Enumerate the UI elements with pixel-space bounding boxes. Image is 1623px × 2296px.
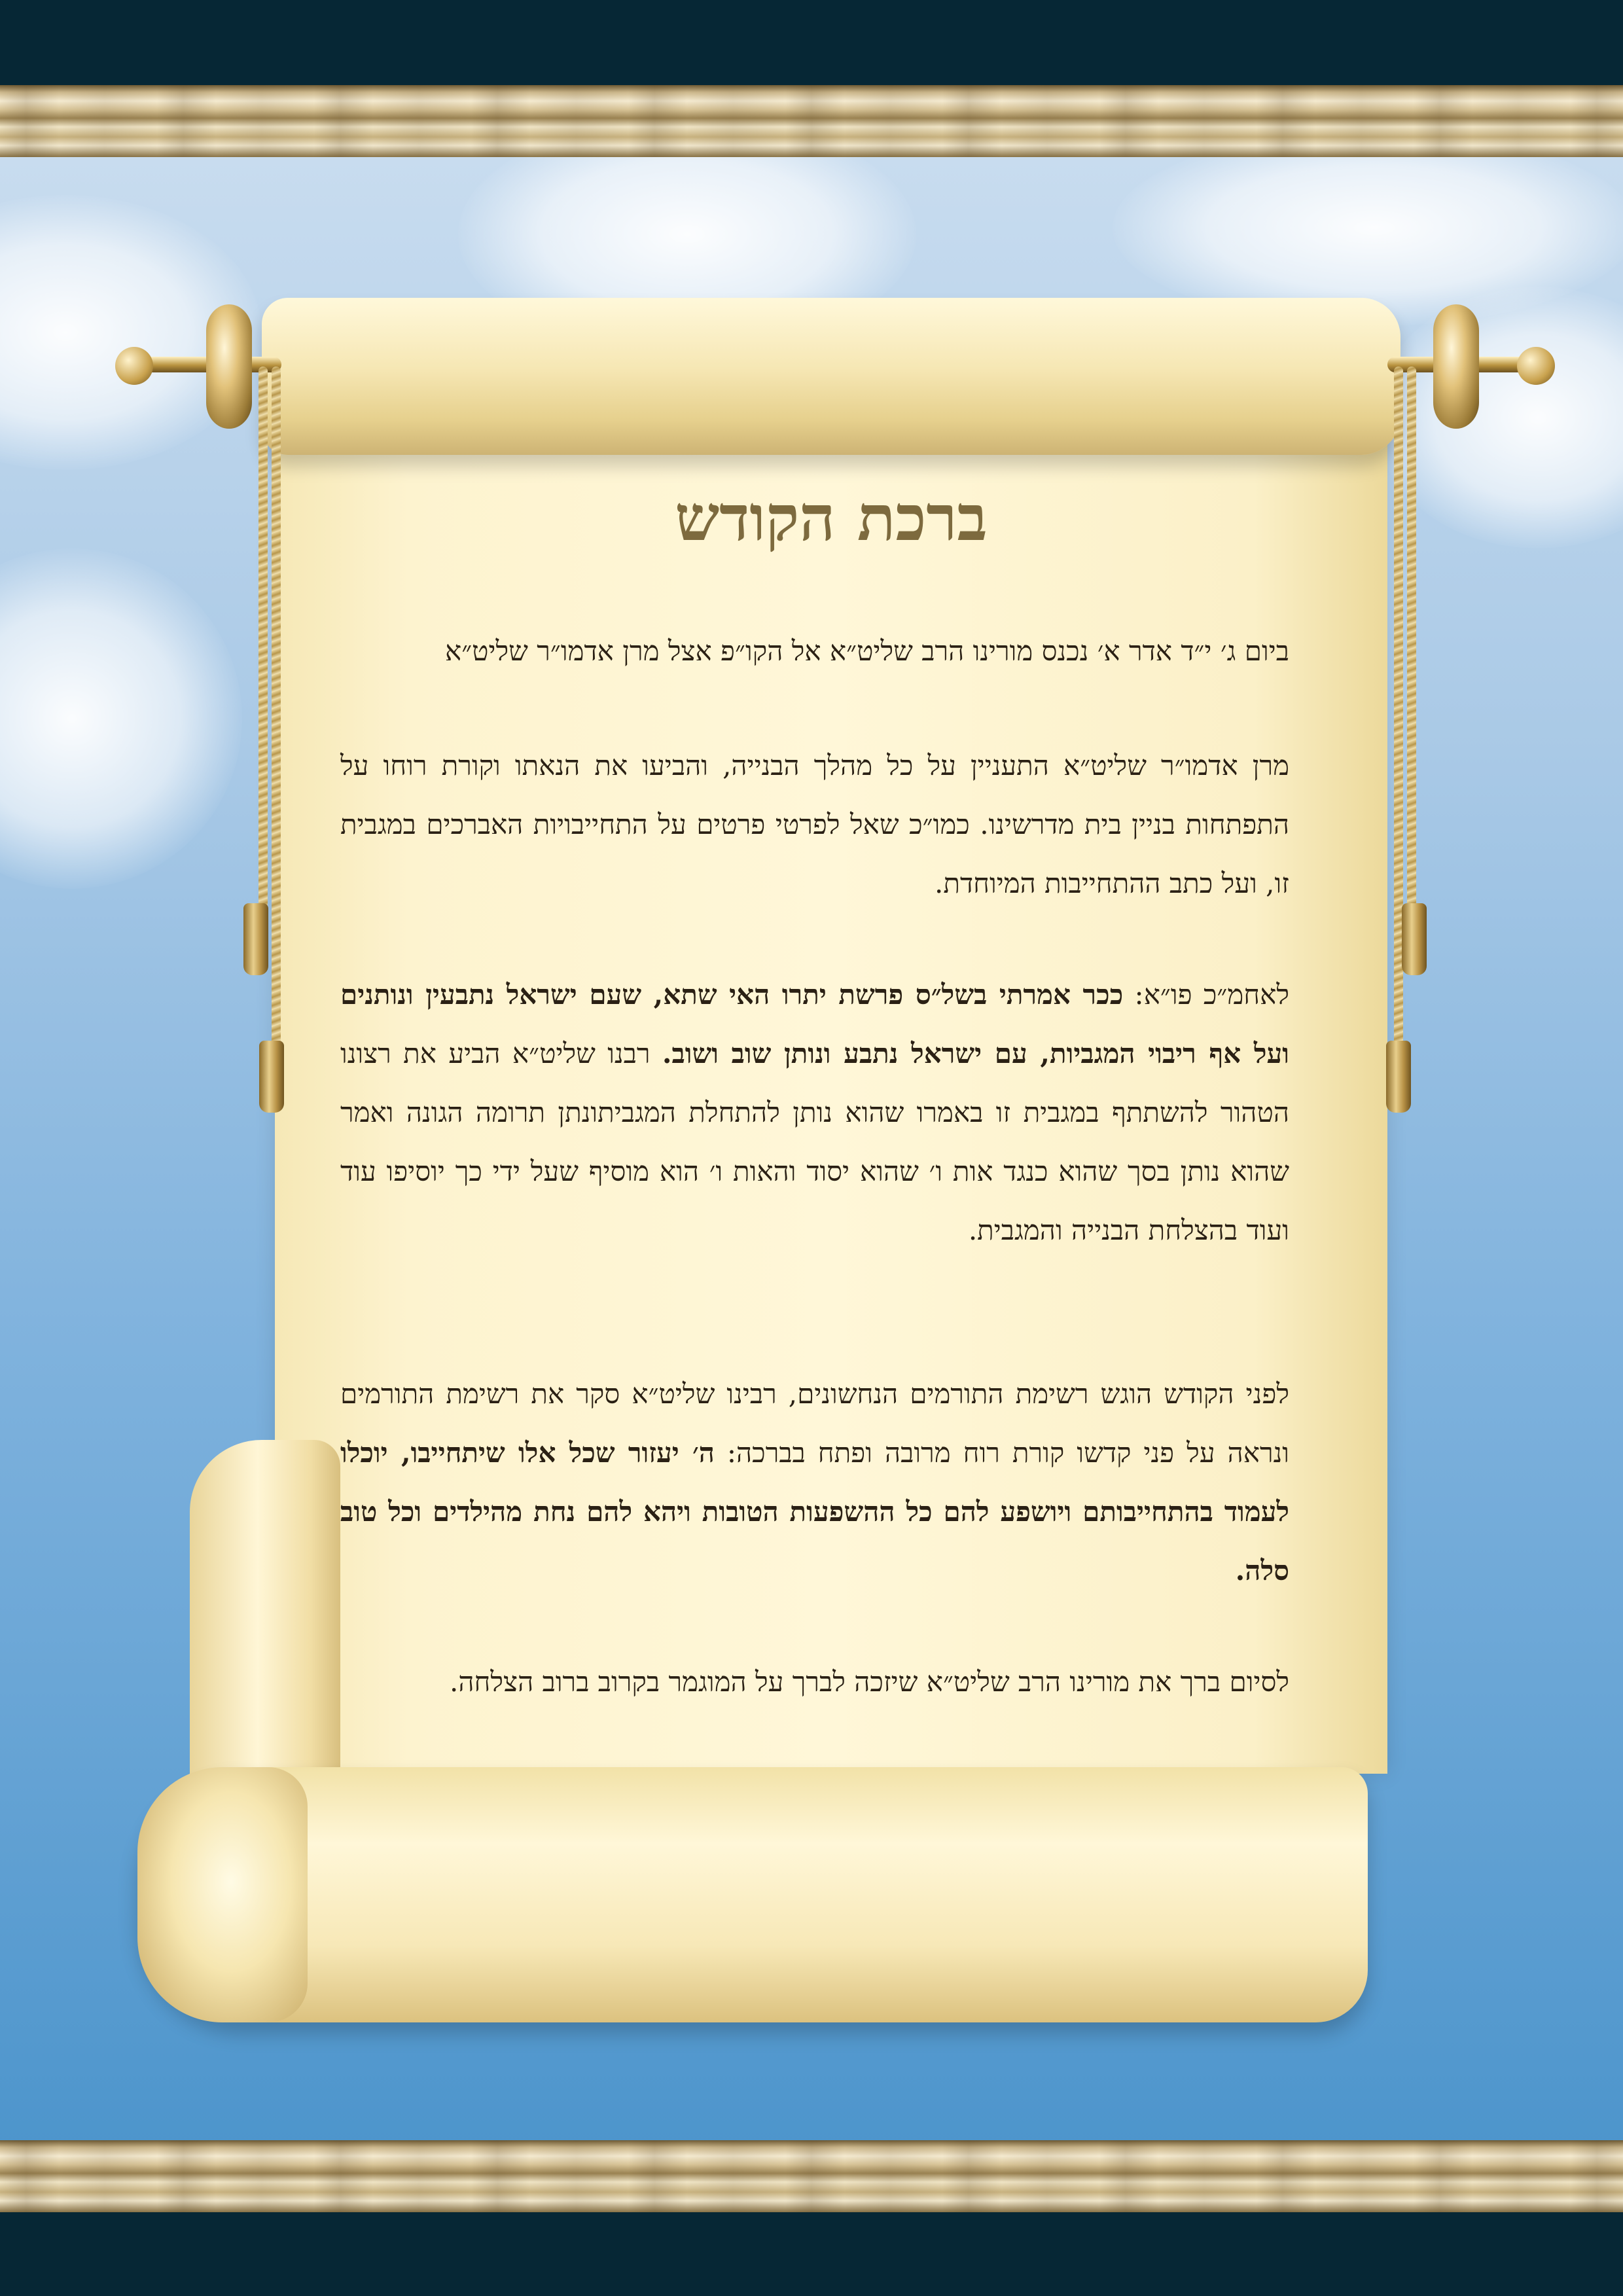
paragraph-closing — [340, 1653, 1289, 1712]
cord-right-1 — [1407, 367, 1416, 923]
top-band — [0, 0, 1623, 85]
paragraph-date-text: ביום ג׳ י״ד אדר א׳ נכנס מורינו הרב שליט״א אל הקו״פ אצל מרן אדמו״ר שליט״א — [444, 635, 1289, 667]
tassel-left-2 — [259, 1041, 284, 1113]
rod-right-knob — [1433, 304, 1479, 429]
paragraph-closing-text: לסיום ברך את מורינו הרב שליט״א שיזכה לברך על המוגמר בקרוב ברוב הצלחה. — [450, 1666, 1289, 1698]
cord-left-2 — [272, 367, 281, 1054]
scroll-bottom-roll — [137, 1767, 1368, 2022]
paragraph-visit — [340, 736, 1289, 913]
paragraph-blessing-quote: ככר אמרתי בשל״ס פרשת יתרו האי שתא, שעם ישראל נתבעין ונותנים ועל אף ריבוי המגביות, עם ישראל נתבע ונותן שוב ושוב. — [340, 978, 1290, 1069]
paragraph-blessing-intro: לאחמ״כ פו״א: — [1123, 978, 1289, 1011]
top-wood-rail — [0, 85, 1623, 157]
paragraph-donors-intro: לפני הקודש הוגש רשימת התורמים הנחשונים, רבינו שליט״א סקר את רשימת התורמים ונראה על פני קדשו קורת רוח מרובה ופתח בברכה: — [340, 1378, 1289, 1469]
paragraph-donors-blessing: ה׳ יעזור שכל אלו שיתחייבו, יוכלו לעמוד בהתחייבותם ויושפע להם כל ההשפעות הטובות ויהא להם נחת מהילדים וכל טוב סלה. — [340, 1437, 1289, 1587]
tassel-left-1 — [243, 903, 268, 975]
scroll-bottom-roll-end — [137, 1767, 308, 2022]
paragraph-blessing-rest: רבנו שליט״א הביע את רצונו הטהור להשתתף במגבית זו באמרו שהוא נותן להתחלת המגביתונתן תרומה הגונה ואמר שהוא נותן בסך שהוא כנגד אות ו׳ שהוא יסוד והאות ו׳ הוא מוסיף שעל ידי כך יוסיפו עוד ועוד בהצלחת הבנייה והמגבית. — [340, 1037, 1289, 1246]
paragraph-visit-text: מרן אדמו״ר שליט״א התעניין על כל מהלך הבנייה, והביעו את הנאתו וקורת רוחו על התפתחות בניין בית מדרשינו. כמו״כ שאל לפרטי פרטים על התחייבויות האברכים במגבית זו, ועל כתב ההתחייבות המיוחדת. — [340, 749, 1289, 899]
rod-left-ball — [115, 347, 153, 385]
tassel-right-1 — [1402, 903, 1427, 975]
cord-left-1 — [259, 367, 268, 923]
rod-left-knob — [206, 304, 252, 429]
bottom-wood-rail — [0, 2140, 1623, 2212]
rod-right-ball — [1517, 347, 1555, 385]
tassel-right-2 — [1386, 1041, 1411, 1113]
document-title: ברכת הקודש — [675, 481, 988, 555]
scroll-top-roll — [262, 298, 1400, 455]
bottom-band — [0, 2211, 1623, 2296]
paragraph-date — [340, 622, 1289, 681]
paragraph-donors — [340, 1365, 1289, 1600]
paragraph-blessing — [340, 965, 1289, 1260]
